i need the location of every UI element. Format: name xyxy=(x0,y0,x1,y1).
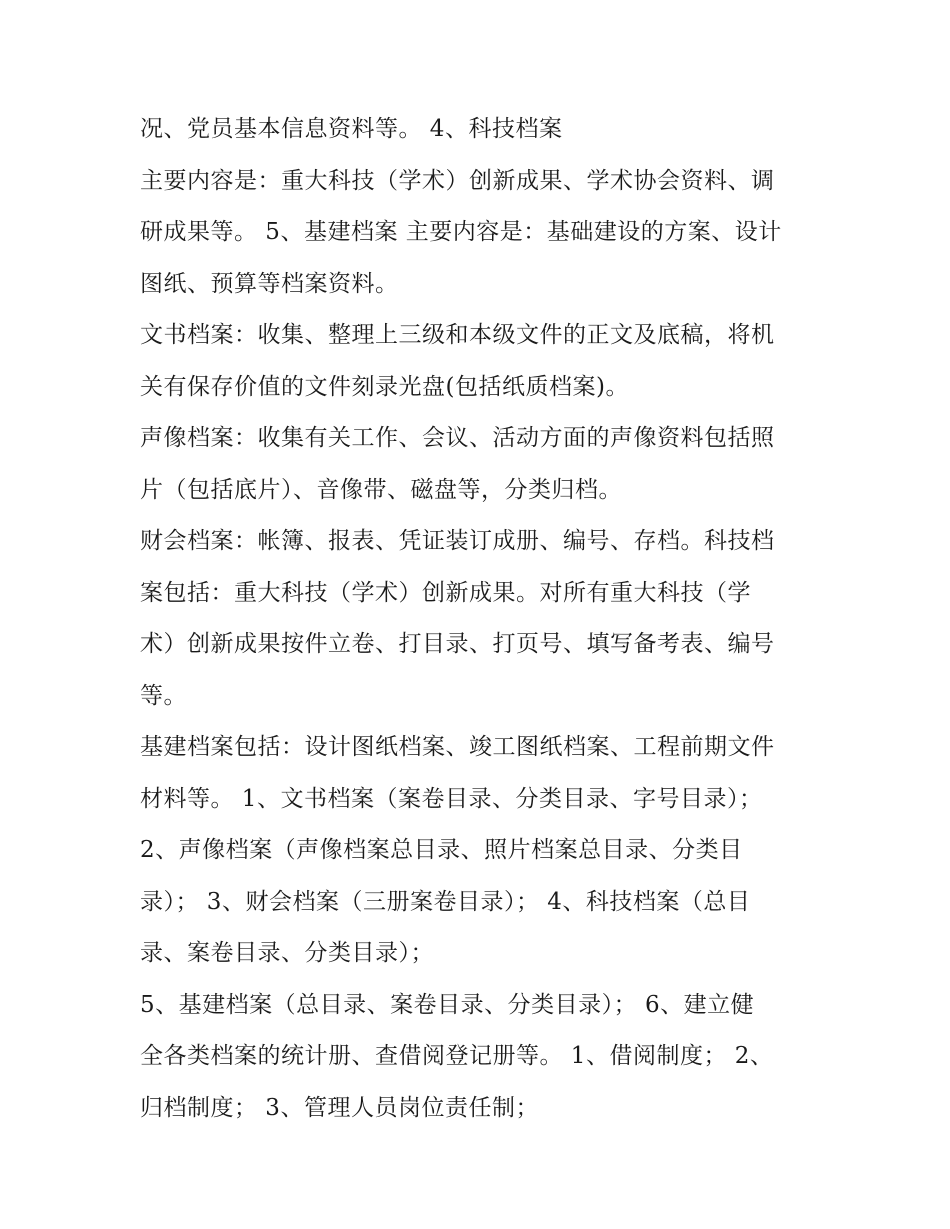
text-line: 片（包括底片）、音像带、磁盘等，分类归档。 xyxy=(140,476,622,503)
text-line: 术）创新成果按件立卷、打目录、打页号、填写备考表、编号 xyxy=(140,631,775,657)
text-line: 关有保存价值的文件刻录光盘(包括纸质档案)。 xyxy=(140,373,629,400)
text-line: 全各类档案的统计册、查借阅登记册等。 1、借阅制度； 2、 xyxy=(140,1043,774,1069)
text-line: 材料等。 1、文书档案（案卷目录、分类目录、字号目录）； xyxy=(140,785,763,812)
text-line: 文书档案：收集、整理上三级和本级文件的正文及底稿，将机 xyxy=(140,322,775,348)
text-line: 归档制度； 3、管理人员岗位责任制； xyxy=(140,1094,539,1121)
text-line: 研成果等。 5、基建档案 主要内容是：基础建设的方案、设计 xyxy=(140,219,782,245)
text-line: 况、党员基本信息资料等。 4、科技档案 xyxy=(140,116,563,142)
text-line: 声像档案：收集有关工作、会议、活动方面的声像资料包括照 xyxy=(140,425,775,451)
text-line: 案包括：重大科技（学术）创新成果。对所有重大科技（学 xyxy=(140,579,751,606)
text-line: 录）； 3、财会档案（三册案卷目录）； 4、科技档案（总目 xyxy=(140,888,751,915)
text-line: 基建档案包括：设计图纸档案、竣工图纸档案、工程前期文件 xyxy=(140,734,775,760)
text-line: 图纸、预算等档案资料。 xyxy=(140,270,399,297)
document-body xyxy=(140,104,820,1134)
text-line: 主要内容是：重大科技（学术）创新成果、学术协会资料、调 xyxy=(140,167,775,194)
text-line: 录、案卷目录、分类目录）； xyxy=(140,940,434,966)
text-line: 5、基建档案（总目录、案卷目录、分类目录）； 6、建立健 xyxy=(140,991,755,1018)
text-line: 等。 xyxy=(140,682,187,709)
text-line: 财会档案：帐簿、报表、凭证装订成册、编号、存档。科技档 xyxy=(140,528,775,554)
text-line: 2、声像档案（声像档案总目录、照片档案总目录、分类目 xyxy=(140,837,743,863)
